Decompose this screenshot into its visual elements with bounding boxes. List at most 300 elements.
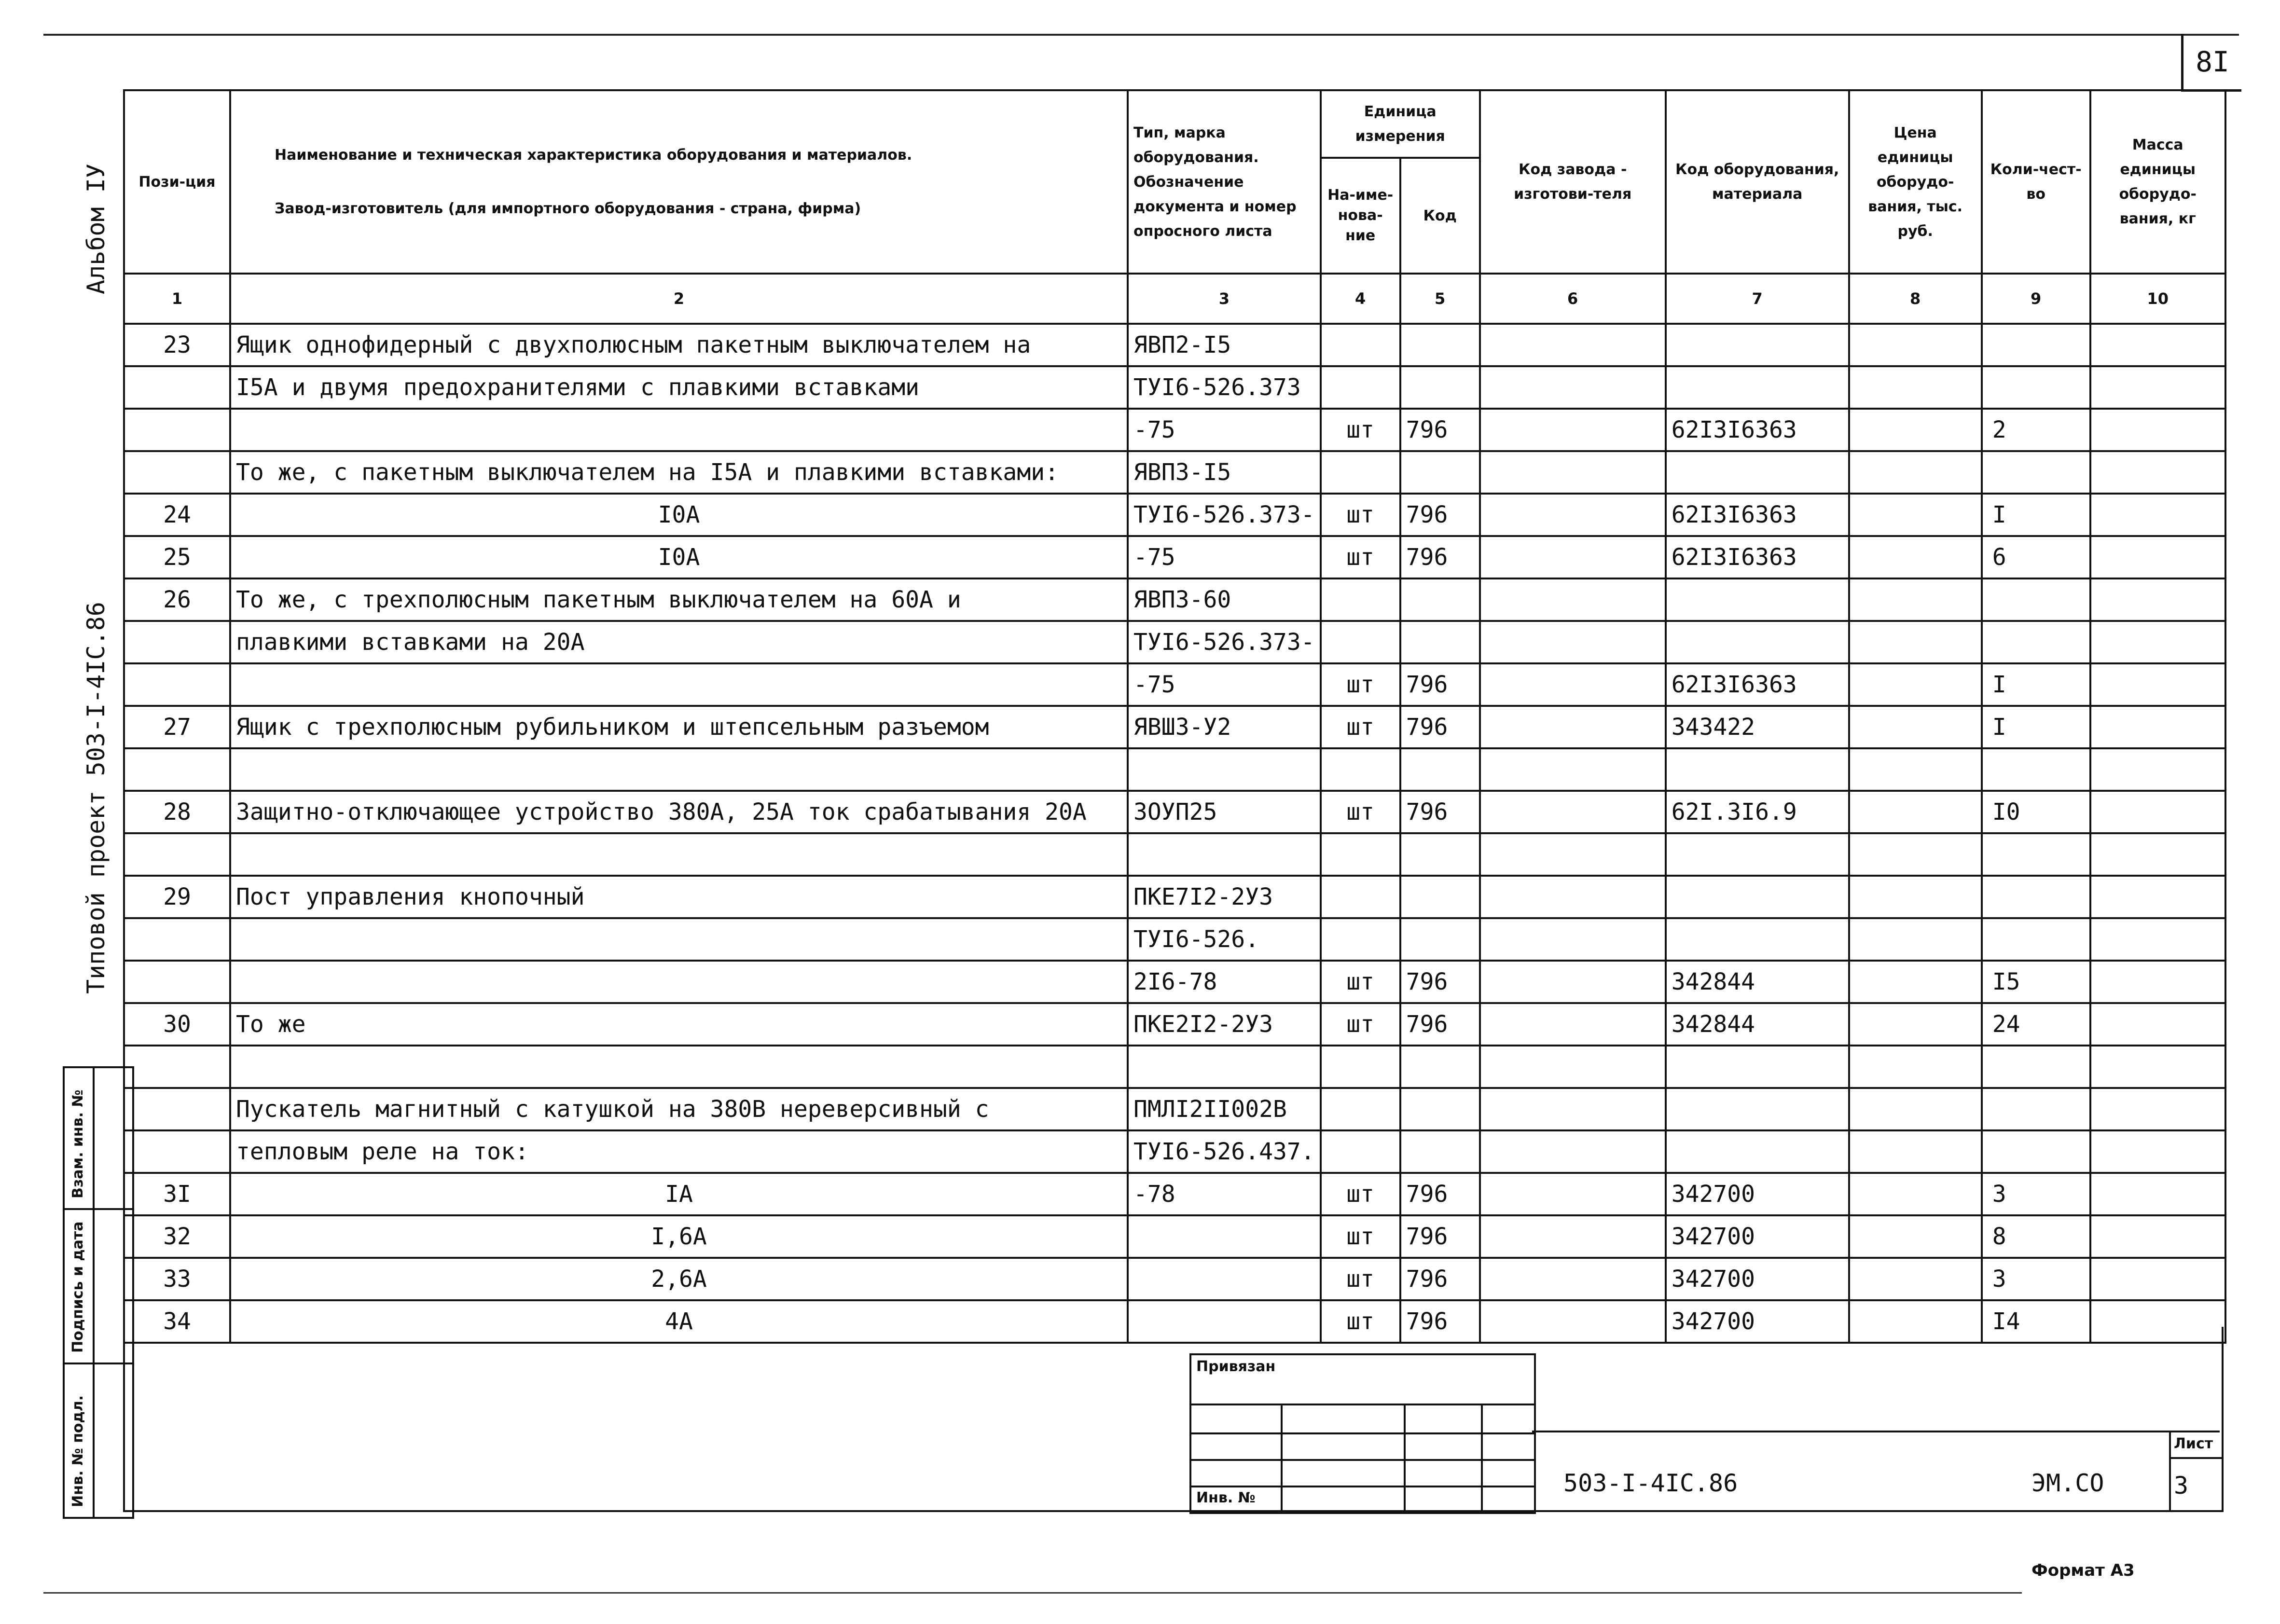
row-plant-code xyxy=(1480,494,1666,536)
column-number: 10 xyxy=(2090,274,2225,324)
row-unit xyxy=(1321,366,1400,409)
stamp-vzam-inv: Взам. инв. № xyxy=(69,1089,86,1198)
table-row xyxy=(124,833,2225,876)
row-unit xyxy=(1321,451,1400,494)
row-position xyxy=(124,1088,230,1130)
row-equipment-code: 62I3I6363 xyxy=(1666,494,1849,536)
row-equipment-code xyxy=(1666,578,1849,621)
row-plant-code xyxy=(1480,876,1666,918)
row-unit: шт xyxy=(1321,1003,1400,1046)
stamp-podpis-data: Подпись и дата xyxy=(69,1221,86,1353)
row-plant-code xyxy=(1480,366,1666,409)
column-number: 2 xyxy=(230,274,1128,324)
row-unit: шт xyxy=(1321,536,1400,578)
row-type xyxy=(1128,833,1321,876)
row-price xyxy=(1849,578,1982,621)
row-price xyxy=(1849,833,1982,876)
row-mass xyxy=(2090,1046,2225,1088)
row-price xyxy=(1849,1046,1982,1088)
row-price xyxy=(1849,536,1982,578)
row-quantity xyxy=(1982,1088,2090,1130)
row-unit-code: 796 xyxy=(1400,791,1480,833)
row-equipment-code xyxy=(1666,1088,1849,1130)
header-type: Тип, марка оборудования. Обозначение документа и номер опросного листа xyxy=(1128,90,1321,274)
row-mass xyxy=(2090,494,2225,536)
row-unit-code xyxy=(1400,1088,1480,1130)
row-price xyxy=(1849,791,1982,833)
row-equipment-code: 62I3I6363 xyxy=(1666,536,1849,578)
row-position: 30 xyxy=(124,1003,230,1046)
row-unit-code: 796 xyxy=(1400,536,1480,578)
row-quantity xyxy=(1982,324,2090,366)
header-plant-code: Код завода - изготови-теля xyxy=(1480,90,1666,274)
table-row xyxy=(124,706,2225,748)
row-name: Пускатель магнитный с катушкой на 380В нереверсивный с xyxy=(230,1088,1128,1130)
row-position xyxy=(124,961,230,1003)
row-plant-code xyxy=(1480,1258,1666,1300)
row-price xyxy=(1849,961,1982,1003)
row-position: 34 xyxy=(124,1300,230,1343)
header-unit-code: Код xyxy=(1400,158,1480,274)
row-position xyxy=(124,451,230,494)
row-type: ЯВП3-I5 xyxy=(1128,451,1321,494)
row-price xyxy=(1849,621,1982,663)
row-unit-code xyxy=(1400,876,1480,918)
row-name: тепловым реле на ток: xyxy=(230,1130,1128,1173)
row-mass xyxy=(2090,1258,2225,1300)
table-row xyxy=(124,748,2225,791)
row-unit-code xyxy=(1400,621,1480,663)
row-equipment-code xyxy=(1666,621,1849,663)
row-position xyxy=(124,663,230,706)
row-type: ТУI6-526.373- xyxy=(1128,494,1321,536)
row-type: ПКЕ2I2-2У3 xyxy=(1128,1003,1321,1046)
row-name xyxy=(230,1046,1128,1088)
row-mass xyxy=(2090,1088,2225,1130)
row-type: ЯВП2-I5 xyxy=(1128,324,1321,366)
row-name xyxy=(230,918,1128,961)
row-equipment-code: 343422 xyxy=(1666,706,1849,748)
inv-no-label: Инв. № xyxy=(1196,1489,1256,1506)
row-quantity: 2 xyxy=(1982,409,2090,451)
table-row xyxy=(124,791,2225,833)
list-number: 3 xyxy=(2174,1472,2189,1500)
table-row xyxy=(124,1088,2225,1130)
row-unit: шт xyxy=(1321,663,1400,706)
column-number-row xyxy=(124,274,2225,324)
row-equipment-code xyxy=(1666,451,1849,494)
table-row xyxy=(124,1173,2225,1215)
row-quantity: 3 xyxy=(1982,1258,2090,1300)
row-mass xyxy=(2090,366,2225,409)
table-row xyxy=(124,1130,2225,1173)
row-price xyxy=(1849,1173,1982,1215)
row-unit xyxy=(1321,1046,1400,1088)
row-unit: шт xyxy=(1321,961,1400,1003)
row-quantity: I5 xyxy=(1982,961,2090,1003)
row-quantity xyxy=(1982,918,2090,961)
column-number: 5 xyxy=(1400,274,1480,324)
row-position xyxy=(124,833,230,876)
row-unit-code xyxy=(1400,324,1480,366)
row-quantity: 3 xyxy=(1982,1173,2090,1215)
row-unit xyxy=(1321,1088,1400,1130)
row-unit-code: 796 xyxy=(1400,409,1480,451)
row-mass xyxy=(2090,536,2225,578)
row-price xyxy=(1849,748,1982,791)
row-type xyxy=(1128,748,1321,791)
row-unit: шт xyxy=(1321,409,1400,451)
row-unit-code xyxy=(1400,578,1480,621)
row-type: ПКЕ7I2-2У3 xyxy=(1128,876,1321,918)
column-number: 1 xyxy=(124,274,230,324)
row-quantity xyxy=(1982,621,2090,663)
table-row xyxy=(124,578,2225,621)
header-unit-name: На-име-нова-ние xyxy=(1321,158,1400,274)
row-position: 33 xyxy=(124,1258,230,1300)
row-unit xyxy=(1321,324,1400,366)
row-quantity xyxy=(1982,578,2090,621)
row-type xyxy=(1128,1046,1321,1088)
row-unit-code: 796 xyxy=(1400,663,1480,706)
row-unit: шт xyxy=(1321,1300,1400,1343)
row-position xyxy=(124,621,230,663)
row-mass xyxy=(2090,578,2225,621)
row-unit xyxy=(1321,833,1400,876)
row-type xyxy=(1128,1215,1321,1258)
row-quantity xyxy=(1982,833,2090,876)
row-quantity xyxy=(1982,748,2090,791)
row-unit xyxy=(1321,1130,1400,1173)
row-unit-code xyxy=(1400,1130,1480,1173)
row-name: То же, с пакетным выключателем на I5А и плавкими вставками: xyxy=(230,451,1128,494)
column-number: 6 xyxy=(1480,274,1666,324)
row-equipment-code: 342844 xyxy=(1666,961,1849,1003)
row-equipment-code: 62I3I6363 xyxy=(1666,663,1849,706)
row-quantity: 8 xyxy=(1982,1215,2090,1258)
row-unit: шт xyxy=(1321,706,1400,748)
row-equipment-code: 342700 xyxy=(1666,1215,1849,1258)
row-name: I5А и двумя предохранителями с плавкими вставками xyxy=(230,366,1128,409)
row-type: -75 xyxy=(1128,663,1321,706)
row-name xyxy=(230,961,1128,1003)
row-plant-code xyxy=(1480,1173,1666,1215)
row-unit: шт xyxy=(1321,494,1400,536)
row-price xyxy=(1849,1258,1982,1300)
sheet-number: 8I xyxy=(2181,34,2241,92)
row-price xyxy=(1849,706,1982,748)
row-unit-code: 796 xyxy=(1400,961,1480,1003)
row-unit xyxy=(1321,578,1400,621)
row-unit xyxy=(1321,748,1400,791)
row-position: 28 xyxy=(124,791,230,833)
row-equipment-code xyxy=(1666,748,1849,791)
row-name: IА xyxy=(230,1173,1128,1215)
row-plant-code xyxy=(1480,918,1666,961)
header-position: Пози-ция xyxy=(124,90,230,274)
row-plant-code xyxy=(1480,1046,1666,1088)
row-equipment-code xyxy=(1666,833,1849,876)
row-position xyxy=(124,1130,230,1173)
row-type: ПМЛI2II002В xyxy=(1128,1088,1321,1130)
row-name xyxy=(230,663,1128,706)
row-unit xyxy=(1321,918,1400,961)
project-label: Типовой проект 503-I-4IС.86 xyxy=(82,602,110,994)
bottom-border-line xyxy=(43,1592,2022,1594)
row-plant-code xyxy=(1480,1130,1666,1173)
row-equipment-code: 342700 xyxy=(1666,1173,1849,1215)
column-number: 3 xyxy=(1128,274,1321,324)
row-position xyxy=(124,748,230,791)
row-plant-code xyxy=(1480,833,1666,876)
row-name: 2,6А xyxy=(230,1258,1128,1300)
row-quantity xyxy=(1982,1130,2090,1173)
row-position: 27 xyxy=(124,706,230,748)
row-price xyxy=(1849,918,1982,961)
row-name xyxy=(230,409,1128,451)
row-quantity xyxy=(1982,366,2090,409)
row-name: То же xyxy=(230,1003,1128,1046)
row-mass xyxy=(2090,706,2225,748)
row-mass xyxy=(2090,833,2225,876)
row-name: Пост управления кнопочный xyxy=(230,876,1128,918)
row-quantity: I4 xyxy=(1982,1300,2090,1343)
row-equipment-code xyxy=(1666,1130,1849,1173)
row-plant-code xyxy=(1480,451,1666,494)
row-quantity xyxy=(1982,876,2090,918)
table-row xyxy=(124,1003,2225,1046)
specification-table xyxy=(123,89,2226,1344)
row-mass xyxy=(2090,748,2225,791)
row-unit-code: 796 xyxy=(1400,1003,1480,1046)
row-price xyxy=(1849,663,1982,706)
row-name xyxy=(230,748,1128,791)
row-price xyxy=(1849,876,1982,918)
row-name: То же, с трехполюсным пакетным выключателем на 60А и xyxy=(230,578,1128,621)
row-unit xyxy=(1321,876,1400,918)
row-price xyxy=(1849,366,1982,409)
row-quantity: I xyxy=(1982,706,2090,748)
document-code: ЭМ.СО xyxy=(2031,1469,2104,1497)
row-unit-code xyxy=(1400,748,1480,791)
row-mass xyxy=(2090,1173,2225,1215)
row-mass xyxy=(2090,1003,2225,1046)
row-mass xyxy=(2090,1215,2225,1258)
header-unit: Единица измерения xyxy=(1321,90,1480,158)
row-plant-code xyxy=(1480,324,1666,366)
header-name xyxy=(230,90,1128,274)
row-mass xyxy=(2090,791,2225,833)
row-unit-code xyxy=(1400,918,1480,961)
row-type: -75 xyxy=(1128,409,1321,451)
table-row xyxy=(124,1215,2225,1258)
row-equipment-code: 342844 xyxy=(1666,1003,1849,1046)
row-name: Ящик с трехполюсным рубильником и штепсельным разъемом xyxy=(230,706,1128,748)
row-quantity xyxy=(1982,451,2090,494)
row-name: I0А xyxy=(230,494,1128,536)
row-quantity: I xyxy=(1982,663,2090,706)
header-name-line1: Наименование и техническая характеристика оборудования и материалов. xyxy=(275,147,912,164)
row-unit-code xyxy=(1400,366,1480,409)
row-price xyxy=(1849,494,1982,536)
row-name: Защитно-отключающее устройство 380А, 25А ток срабатывания 20А xyxy=(230,791,1128,833)
row-quantity: I0 xyxy=(1982,791,2090,833)
privyazan-label: Привязан xyxy=(1196,1358,1276,1375)
header-equipment-code: Код оборудования, материала xyxy=(1666,90,1849,274)
row-mass xyxy=(2090,1130,2225,1173)
table-row xyxy=(124,366,2225,409)
header-name-line2: Завод-изготовитель (для импортного оборудования - страна, фирма) xyxy=(275,200,861,217)
row-equipment-code xyxy=(1666,918,1849,961)
row-mass xyxy=(2090,324,2225,366)
row-mass xyxy=(2090,663,2225,706)
row-plant-code xyxy=(1480,748,1666,791)
row-equipment-code: 62I3I6363 xyxy=(1666,409,1849,451)
row-price xyxy=(1849,1088,1982,1130)
table-row xyxy=(124,1046,2225,1088)
document-number: 503-I-4IС.86 xyxy=(1563,1469,1738,1497)
column-number: 7 xyxy=(1666,274,1849,324)
row-unit: шт xyxy=(1321,1215,1400,1258)
table-row xyxy=(124,876,2225,918)
table-row xyxy=(124,451,2225,494)
row-plant-code xyxy=(1480,536,1666,578)
column-number: 4 xyxy=(1321,274,1400,324)
row-position xyxy=(124,366,230,409)
row-plant-code xyxy=(1480,663,1666,706)
privyazan-box xyxy=(1189,1353,1536,1514)
row-unit: шт xyxy=(1321,791,1400,833)
row-unit-code: 796 xyxy=(1400,1300,1480,1343)
row-position: 26 xyxy=(124,578,230,621)
row-mass xyxy=(2090,876,2225,918)
row-equipment-code xyxy=(1666,324,1849,366)
row-unit-code xyxy=(1400,833,1480,876)
row-plant-code xyxy=(1480,1215,1666,1258)
row-quantity: I xyxy=(1982,494,2090,536)
row-position xyxy=(124,409,230,451)
row-equipment-code xyxy=(1666,1046,1849,1088)
table-row xyxy=(124,621,2225,663)
row-unit-code: 796 xyxy=(1400,706,1480,748)
row-position: 25 xyxy=(124,536,230,578)
header-price: Цена единицы оборудо-вания, тыс. руб. xyxy=(1849,90,1982,274)
row-price xyxy=(1849,409,1982,451)
row-unit-code: 796 xyxy=(1400,1173,1480,1215)
row-unit-code xyxy=(1400,1046,1480,1088)
row-unit: шт xyxy=(1321,1258,1400,1300)
row-plant-code xyxy=(1480,409,1666,451)
row-name xyxy=(230,833,1128,876)
row-position: 3I xyxy=(124,1173,230,1215)
row-price xyxy=(1849,451,1982,494)
row-type: ТУI6-526.373 xyxy=(1128,366,1321,409)
row-plant-code xyxy=(1480,578,1666,621)
row-type: ТУI6-526. xyxy=(1128,918,1321,961)
format-label: Формат А3 xyxy=(2031,1561,2135,1580)
row-name: 4А xyxy=(230,1300,1128,1343)
row-position xyxy=(124,918,230,961)
table-row xyxy=(124,663,2225,706)
header-mass: Масса единицы оборудо-вания, кг xyxy=(2090,90,2225,274)
row-mass xyxy=(2090,961,2225,1003)
table-row xyxy=(124,494,2225,536)
row-plant-code xyxy=(1480,1003,1666,1046)
table-row xyxy=(124,324,2225,366)
row-price xyxy=(1849,1003,1982,1046)
row-unit-code: 796 xyxy=(1400,1215,1480,1258)
row-type: 2I6-78 xyxy=(1128,961,1321,1003)
row-equipment-code: 342700 xyxy=(1666,1300,1849,1343)
row-unit: шт xyxy=(1321,1173,1400,1215)
header-quantity: Коли-чест-во xyxy=(1982,90,2090,274)
row-type xyxy=(1128,1258,1321,1300)
row-unit-code xyxy=(1400,451,1480,494)
row-mass xyxy=(2090,451,2225,494)
row-equipment-code xyxy=(1666,366,1849,409)
row-plant-code xyxy=(1480,1088,1666,1130)
table-row xyxy=(124,918,2225,961)
row-type: ТУI6-526.373- xyxy=(1128,621,1321,663)
stamp-inv-podl: Инв. № подл. xyxy=(69,1395,86,1507)
row-mass xyxy=(2090,918,2225,961)
row-type: ЗОУП25 xyxy=(1128,791,1321,833)
row-plant-code xyxy=(1480,791,1666,833)
table-row xyxy=(124,961,2225,1003)
row-type: -78 xyxy=(1128,1173,1321,1215)
row-mass xyxy=(2090,621,2225,663)
row-position: 29 xyxy=(124,876,230,918)
row-name: Ящик однофидерный с двухполюсным пакетным выключателем на xyxy=(230,324,1128,366)
column-number: 8 xyxy=(1849,274,1982,324)
row-plant-code xyxy=(1480,706,1666,748)
row-plant-code xyxy=(1480,621,1666,663)
row-price xyxy=(1849,1215,1982,1258)
row-mass xyxy=(2090,409,2225,451)
table-row xyxy=(124,536,2225,578)
row-equipment-code: 62I.3I6.9 xyxy=(1666,791,1849,833)
table-row xyxy=(124,1258,2225,1300)
row-quantity xyxy=(1982,1046,2090,1088)
table-row xyxy=(124,409,2225,451)
row-position xyxy=(124,1046,230,1088)
top-border-line xyxy=(43,34,2239,36)
row-type: -75 xyxy=(1128,536,1321,578)
row-name: I,6А xyxy=(230,1215,1128,1258)
column-number: 9 xyxy=(1982,274,2090,324)
row-quantity: 24 xyxy=(1982,1003,2090,1046)
row-price xyxy=(1849,324,1982,366)
row-position: 23 xyxy=(124,324,230,366)
row-unit-code: 796 xyxy=(1400,1258,1480,1300)
list-label: Лист xyxy=(2174,1435,2213,1452)
row-type: ТУI6-526.437. xyxy=(1128,1130,1321,1173)
row-type: ЯВП3-60 xyxy=(1128,578,1321,621)
row-price xyxy=(1849,1130,1982,1173)
row-name: плавкими вставками на 20А xyxy=(230,621,1128,663)
row-position: 24 xyxy=(124,494,230,536)
row-unit xyxy=(1321,621,1400,663)
row-equipment-code: 342700 xyxy=(1666,1258,1849,1300)
album-label: Альбом IУ xyxy=(82,164,110,294)
row-equipment-code xyxy=(1666,876,1849,918)
row-unit-code: 796 xyxy=(1400,494,1480,536)
row-quantity: 6 xyxy=(1982,536,2090,578)
row-position: 32 xyxy=(124,1215,230,1258)
row-name: I0А xyxy=(230,536,1128,578)
row-plant-code xyxy=(1480,961,1666,1003)
row-type: ЯВШ3-У2 xyxy=(1128,706,1321,748)
